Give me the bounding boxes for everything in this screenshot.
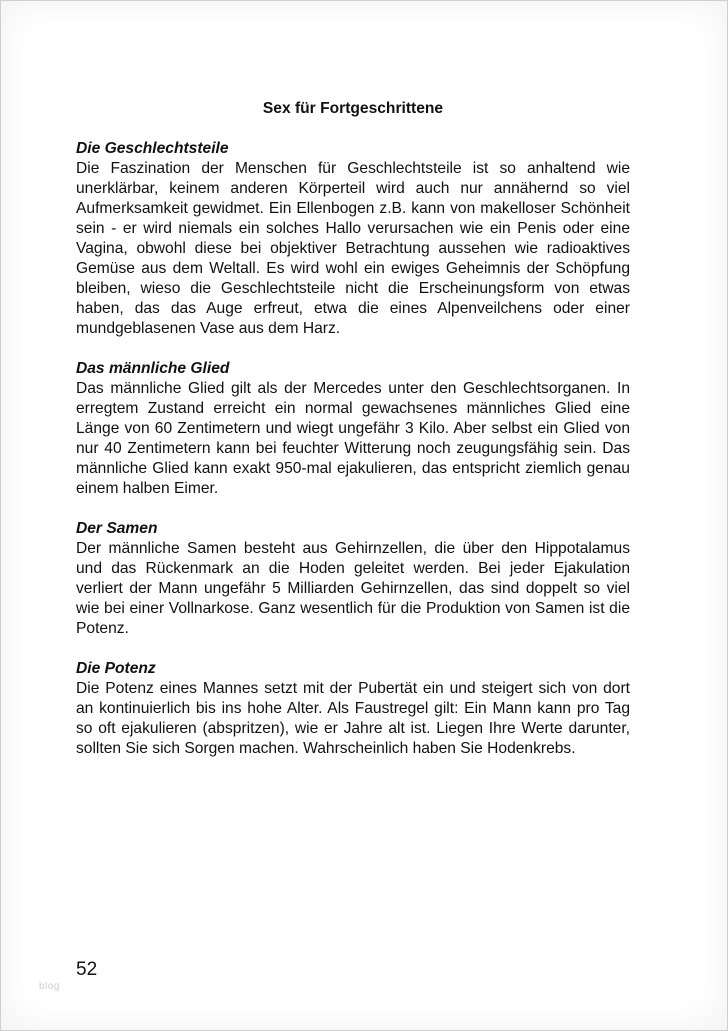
page-content — [76, 99, 630, 779]
section-maennliche-glied — [76, 359, 630, 499]
section-heading: Die Geschlechtsteile — [76, 140, 229, 157]
page-number: 52 — [76, 959, 98, 980]
section-samen — [76, 519, 630, 639]
section-geschlechtsteile — [76, 139, 630, 339]
section-heading: Der Samen — [76, 520, 158, 537]
section-paragraph: Die Potenz eines Mannes setzt mit der Pubertät ein und steigert sich von dort an kontinuierlich bis ins hohe Alter. Als Faustregel gilt: Ein Mann kann pro Tag so oft ejakulieren (abspritzen), wie er Jahre alt ist. Liegen Ihre Werte darunter, sollten Sie sich Sorgen machen. Wahrscheinlich haben Sie Hodenkrebs. — [76, 680, 630, 757]
watermark: blog — [39, 981, 60, 992]
page-title: Sex für Fortgeschrittene — [262, 100, 444, 117]
section-heading: Das männliche Glied — [76, 360, 230, 377]
section-paragraph: Die Faszination der Menschen für Geschlechtsteile ist so anhaltend wie unerklärbar, keinem anderen Körperteil wird auch nur annähernd so viel Aufmerksamkeit gewidmet. Ein Ellenbogen z.B. kann von makelloser Schönheit sein - er wird niemals ein solches Hallo verursachen wie ein Penis oder eine Vagina, obwohl diese bei objektiver Betrachtung aussehen wie radioaktives Gemüse aus dem Weltall. Es wird wohl ein ewiges Geheimnis der Schöpfung bleiben, wieso die Geschlechtsteile nicht die Erscheinungsform von etwas haben, das das Auge erfreut, etwa die eines Alpenveilchens oder einer mundgeblasenen Vase aus dem Harz. — [76, 160, 630, 337]
section-heading: Die Potenz — [76, 660, 156, 677]
section-potenz — [76, 659, 630, 759]
section-paragraph: Der männliche Samen besteht aus Gehirnzellen, die über den Hippotalamus und das Rückenmark an die Hoden geleitet werden. Bei jeder Ejakulation verliert der Mann ungefähr 5 Milliarden Gehirnzellen, das sind doppelt so viel wie bei einer Vollnarkose. Ganz wesentlich für die Produktion von Samen ist die Potenz. — [76, 540, 630, 637]
section-paragraph: Das männliche Glied gilt als der Mercedes unter den Geschlechtsorganen. In erregtem Zustand erreicht ein normal gewachsenes männliches Glied eine Länge von 60 Zentimetern und wiegt ungefähr 3 Kilo. Aber selbst ein Glied von nur 40 Zentimetern kann bei feuchter Witterung noch zeugungsfähig sein. Das männliche Glied kann exakt 950-mal ejakulieren, das entspricht ziemlich genau einem halben Eimer. — [76, 380, 630, 497]
